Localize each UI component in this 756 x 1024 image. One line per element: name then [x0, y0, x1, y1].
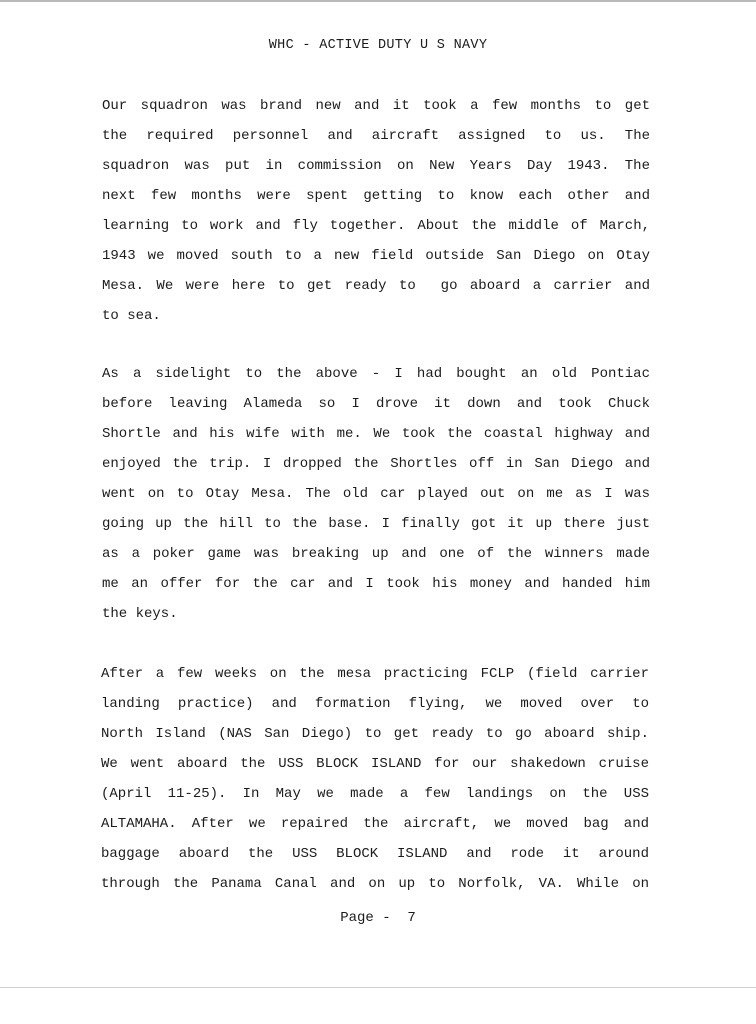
text-line: Mesa. We were here to get ready to go aboard a carrier and — [102, 278, 650, 294]
text-line: next few months were spent getting to know each other and — [102, 188, 650, 204]
text-line: squadron was put in commission on New Years Day 1943. The — [102, 158, 650, 174]
text-line: went on to Otay Mesa. The old car played out on me as I was — [102, 486, 650, 502]
text-line: the keys. — [102, 606, 178, 622]
paragraph-1 — [102, 91, 650, 331]
text-line: 1943 we moved south to a new field outside San Diego on Otay — [102, 248, 650, 264]
text-line: We went aboard the USS BLOCK ISLAND for our shakedown cruise — [101, 756, 649, 772]
text-line: as a poker game was breaking up and one of the winners made — [102, 546, 650, 562]
paragraph-2 — [102, 359, 650, 629]
paragraph-3 — [101, 659, 649, 899]
text-line: enjoyed the trip. I dropped the Shortles off in San Diego and — [102, 456, 650, 472]
text-line: Shortle and his wife with me. We took the coastal highway and — [102, 426, 650, 442]
text-line: learning to work and fly together. About the middle of March, — [102, 218, 650, 234]
text-line: through the Panama Canal and on up to Norfolk, VA. While on — [101, 876, 649, 892]
text-line: landing practice) and formation flying, we moved over to — [101, 696, 649, 712]
text-line: After a few weeks on the mesa practicing FCLP (field carrier — [101, 666, 649, 682]
text-line: As a sidelight to the above - I had bought an old Pontiac — [102, 366, 650, 382]
text-line: me an offer for the car and I took his money and handed him — [102, 576, 650, 592]
scan-edge-top — [0, 0, 756, 2]
text-line: Our squadron was brand new and it took a few months to get — [102, 98, 650, 114]
text-line: North Island (NAS San Diego) to get ready to go aboard ship. — [101, 726, 649, 742]
page-header: WHC - ACTIVE DUTY U S NAVY — [268, 38, 488, 53]
text-line: the required personnel and aircraft assigned to us. The — [102, 128, 650, 144]
text-line: before leaving Alameda so I drove it down and took Chuck — [102, 396, 650, 412]
text-line: to sea. — [102, 308, 161, 324]
text-line: going up the hill to the base. I finally got it up there just — [102, 516, 650, 532]
text-line: ALTAMAHA. After we repaired the aircraft, we moved bag and — [101, 816, 649, 832]
page-number: Page - 7 — [340, 910, 416, 926]
text-line: (April 11-25). In May we made a few landings on the USS — [101, 786, 649, 802]
text-line: baggage aboard the USS BLOCK ISLAND and rode it around — [101, 846, 649, 862]
scan-edge-bottom — [0, 987, 756, 988]
